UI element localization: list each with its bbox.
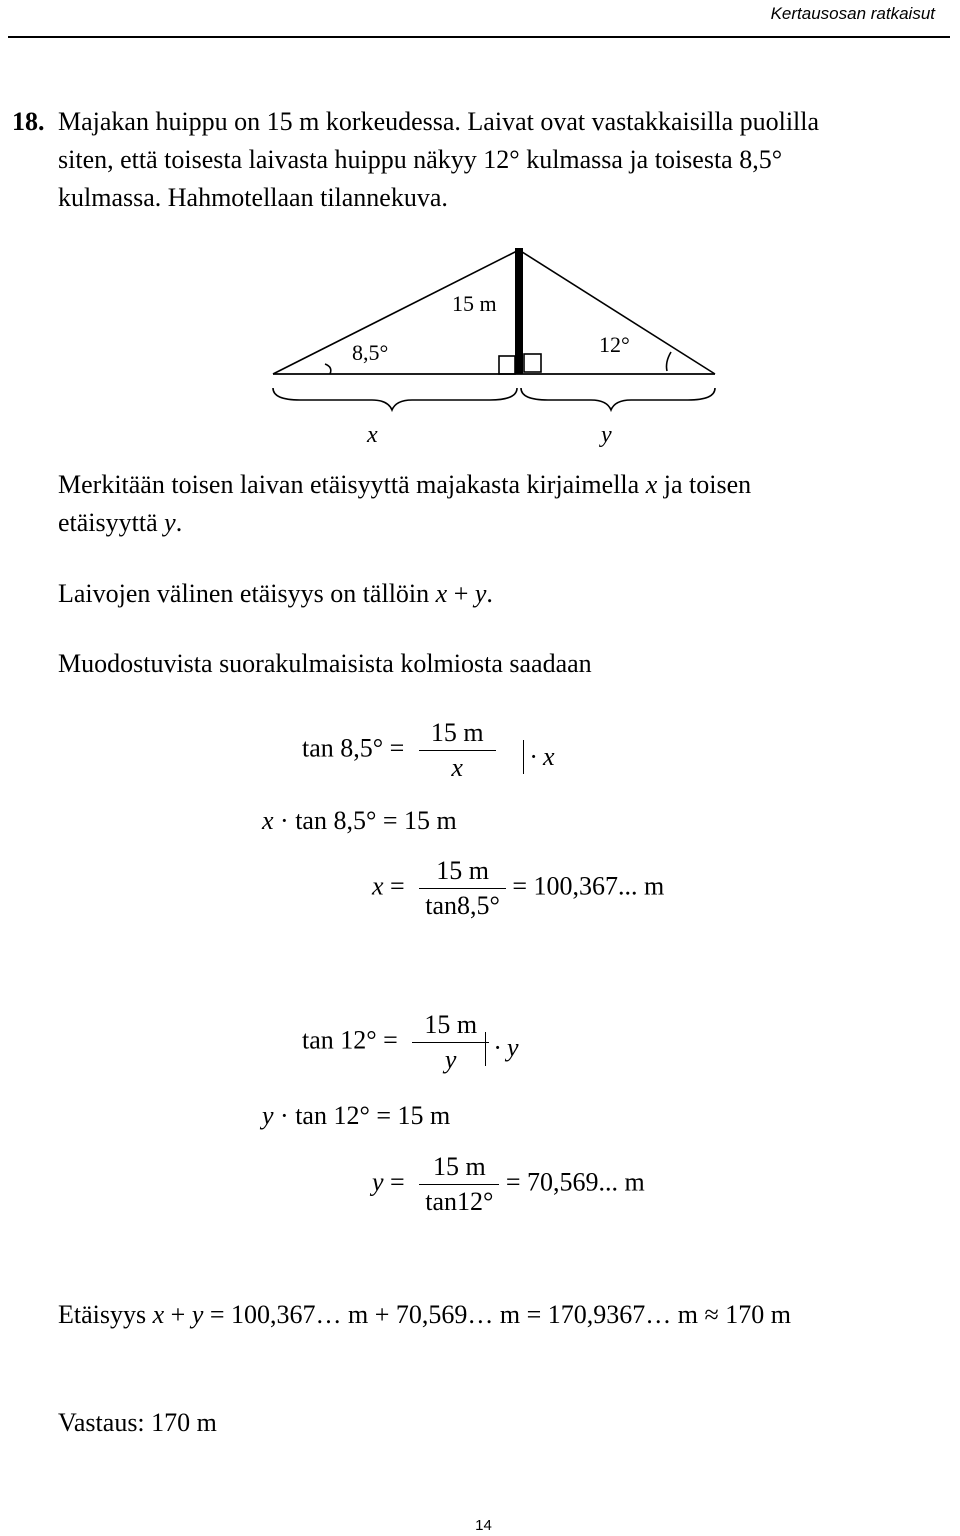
multiply-bar-y bbox=[485, 1032, 486, 1066]
eq-result: = 70,569... m bbox=[505, 1167, 645, 1197]
text-run: Merkitään toisen laivan etäisyyttä majakasta kirjaimella bbox=[58, 470, 646, 499]
eq-lhs: tan 8,5° = bbox=[302, 733, 405, 763]
page-header-title: Kertausosan ratkaisut bbox=[770, 4, 935, 23]
text-paragraph-1 bbox=[58, 467, 751, 503]
numerator: 15 m bbox=[419, 1152, 499, 1185]
left-brace bbox=[273, 388, 517, 410]
left-distance-label: x bbox=[367, 422, 378, 448]
var-y: y bbox=[372, 1167, 384, 1197]
left-angle-arc bbox=[325, 364, 331, 374]
text-run: + bbox=[164, 1300, 192, 1329]
equation-y-line-3 bbox=[372, 1152, 645, 1217]
problem-number: 18. bbox=[12, 107, 45, 136]
right-angle-right bbox=[524, 354, 541, 372]
text-paragraph-2 bbox=[58, 505, 182, 541]
header-rule bbox=[8, 36, 950, 38]
eq-result: = 100,367... m bbox=[512, 871, 665, 901]
denominator: tan8,5° bbox=[425, 891, 500, 920]
eq-sign: = bbox=[383, 871, 405, 901]
eq-rest: · tan 8,5° = 15 m bbox=[273, 806, 457, 835]
multiply-bar-x bbox=[523, 740, 524, 774]
fraction bbox=[419, 1152, 499, 1217]
numerator: 15 m bbox=[419, 718, 496, 751]
fraction bbox=[419, 718, 496, 783]
var-y: y bbox=[262, 1101, 274, 1130]
text-run: Etäisyys bbox=[58, 1300, 153, 1329]
var-y: y bbox=[474, 579, 487, 608]
denominator: x bbox=[451, 753, 463, 782]
denominator: y bbox=[444, 1045, 457, 1074]
result-line bbox=[58, 1297, 791, 1333]
problem-line-3: kulmassa. Hahmotellaan tilannekuva. bbox=[58, 183, 448, 212]
fraction bbox=[419, 856, 506, 921]
eq-sign: = bbox=[383, 1167, 405, 1197]
equation-y-line-2 bbox=[262, 1101, 450, 1131]
multiply-by-x: · x bbox=[530, 742, 555, 771]
multiply-by-y: · y bbox=[494, 1033, 519, 1062]
left-angle-label: 8,5° bbox=[352, 340, 389, 365]
denominator: tan12° bbox=[425, 1187, 494, 1216]
var-y: y bbox=[164, 508, 176, 537]
text-run: + bbox=[447, 579, 475, 608]
numerator: 15 m bbox=[419, 856, 506, 889]
lighthouse-figure bbox=[260, 240, 730, 455]
equation-x-line-3 bbox=[372, 856, 664, 921]
height-label: 15 m bbox=[452, 291, 497, 316]
text-run: . bbox=[175, 508, 183, 537]
text-run: ja toisen bbox=[657, 470, 752, 499]
text-paragraph-4: Muodostuvista suorakulmaisista kolmiosta saadaan bbox=[58, 649, 592, 678]
var-x: x bbox=[152, 1300, 165, 1329]
var-x: x bbox=[645, 470, 658, 499]
text-run: = 100,367… m + 70,569… m = 170,9367… m ≈ 170 m bbox=[203, 1300, 792, 1329]
right-angle-label: 12° bbox=[599, 332, 630, 357]
numerator: 15 m bbox=[412, 1010, 489, 1043]
equation-y-line-1 bbox=[302, 1010, 489, 1075]
var-y: y bbox=[191, 1300, 204, 1329]
problem-line-1: Majakan huippu on 15 m korkeudessa. Laivat ovat vastakkaisilla puolilla bbox=[58, 107, 820, 136]
var-x: x bbox=[372, 871, 384, 901]
right-angle-arc bbox=[667, 352, 672, 371]
right-brace bbox=[521, 388, 715, 410]
text-paragraph-3 bbox=[58, 576, 493, 612]
eq-lhs: tan 12° = bbox=[302, 1025, 398, 1055]
fraction bbox=[412, 1010, 489, 1075]
right-distance-label: y bbox=[601, 422, 612, 448]
text-run: etäisyyttä bbox=[58, 508, 165, 537]
text-run: . bbox=[486, 579, 493, 608]
var-x: x bbox=[262, 806, 274, 835]
eq-rest: · tan 12° = 15 m bbox=[273, 1101, 451, 1130]
equation-x-line-1 bbox=[302, 718, 496, 783]
answer-line: Vastaus: 170 m bbox=[58, 1408, 217, 1437]
equation-x-line-2 bbox=[262, 806, 457, 836]
text-run: Laivojen välinen etäisyys on tällöin bbox=[58, 579, 436, 608]
problem-line-2: siten, että toisesta laivasta huippu näkyy 12° kulmassa ja toisesta 8,5° bbox=[58, 145, 783, 174]
page-number: 14 bbox=[475, 1517, 492, 1534]
var-x: x bbox=[435, 579, 448, 608]
right-angle-left bbox=[499, 356, 515, 374]
